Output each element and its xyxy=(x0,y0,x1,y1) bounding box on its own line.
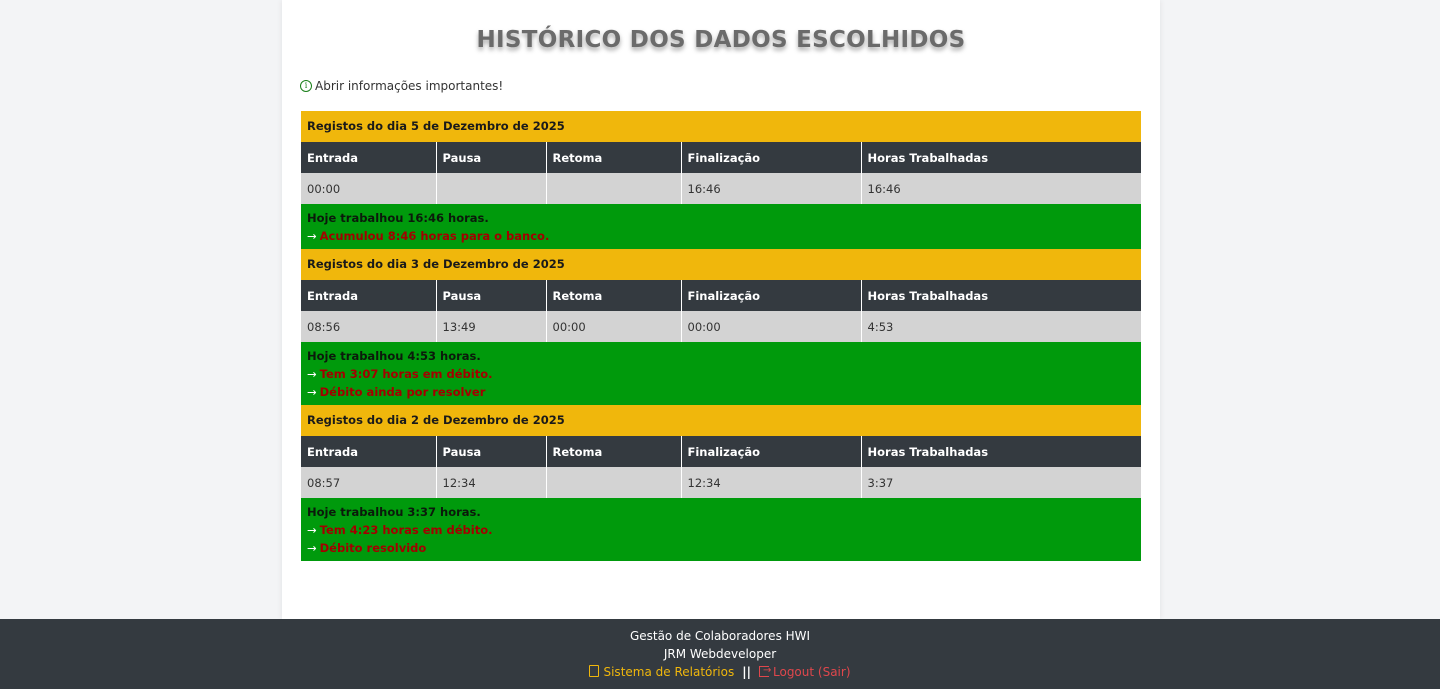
summary-note-text: Acumulou 8:46 horas para o banco. xyxy=(319,229,550,243)
footer-company: Gestão de Colaboradores HWI xyxy=(629,629,811,643)
summary-worked: Hoje trabalhou 16:46 horas. xyxy=(307,211,489,225)
document-icon xyxy=(589,665,599,677)
cell-retoma xyxy=(546,173,681,204)
summary-note-text: Débito ainda por resolver xyxy=(319,385,486,399)
cell-finalizacao: 16:46 xyxy=(681,173,861,204)
footer-links xyxy=(0,663,1440,681)
table-row xyxy=(301,173,1141,204)
table-header-row xyxy=(301,280,1141,311)
day-table xyxy=(301,280,1141,342)
cell-horas: 3:37 xyxy=(861,467,1141,498)
cell-retoma xyxy=(546,467,681,498)
arrow-icon: → xyxy=(307,385,317,399)
table-header-row xyxy=(301,436,1141,467)
arrow-icon: → xyxy=(307,541,317,555)
cell-horas: 4:53 xyxy=(861,311,1141,342)
summary-note xyxy=(307,365,1135,383)
logout-link-label: Logout (Sair) xyxy=(773,665,851,679)
column-header: Retoma xyxy=(546,142,681,173)
summary-note-text: Tem 3:07 horas em débito. xyxy=(319,367,493,381)
cell-finalizacao: 12:34 xyxy=(681,467,861,498)
day-block xyxy=(301,249,1141,405)
arrow-icon: → xyxy=(307,367,317,381)
column-header: Entrada xyxy=(301,280,436,311)
column-header: Finalização xyxy=(681,436,861,467)
cell-entrada: 00:00 xyxy=(301,173,436,204)
main-card xyxy=(282,0,1160,619)
day-summary xyxy=(301,342,1141,405)
cell-retoma: 00:00 xyxy=(546,311,681,342)
summary-note xyxy=(307,539,1135,557)
column-header: Horas Trabalhadas xyxy=(861,280,1141,311)
day-table xyxy=(301,142,1141,204)
day-header: Registos do dia 5 de Dezembro de 2025 xyxy=(301,111,1141,142)
arrow-icon: → xyxy=(307,523,317,537)
cell-entrada: 08:56 xyxy=(301,311,436,342)
column-header: Pausa xyxy=(436,142,546,173)
footer-separator: || xyxy=(742,665,751,679)
records-list xyxy=(301,111,1141,561)
reports-link-label: Sistema de Relatórios xyxy=(603,665,735,679)
info-link-label: Abrir informações importantes! xyxy=(315,79,504,93)
day-header: Registos do dia 3 de Dezembro de 2025 xyxy=(301,249,1141,280)
column-header: Pausa xyxy=(436,436,546,467)
cell-pausa xyxy=(436,173,546,204)
column-header: Entrada xyxy=(301,142,436,173)
day-summary xyxy=(301,498,1141,561)
column-header: Finalização xyxy=(681,142,861,173)
summary-note xyxy=(307,383,1135,401)
footer xyxy=(0,619,1440,689)
table-header-row xyxy=(301,142,1141,173)
footer-developer: JRM Webdeveloper xyxy=(663,647,777,661)
day-table xyxy=(301,436,1141,498)
column-header: Retoma xyxy=(546,280,681,311)
column-header: Pausa xyxy=(436,280,546,311)
day-block xyxy=(301,405,1141,561)
cell-horas: 16:46 xyxy=(861,173,1141,204)
column-header: Finalização xyxy=(681,280,861,311)
summary-note-text: Tem 4:23 horas em débito. xyxy=(319,523,493,537)
summary-note xyxy=(307,227,1135,245)
cell-finalizacao: 00:00 xyxy=(681,311,861,342)
logout-link[interactable] xyxy=(759,665,851,679)
cell-entrada: 08:57 xyxy=(301,467,436,498)
summary-worked: Hoje trabalhou 4:53 horas. xyxy=(307,349,481,363)
page-title: HISTÓRICO DOS DADOS ESCOLHIDOS xyxy=(476,27,966,53)
summary-note xyxy=(307,521,1135,539)
table-row xyxy=(301,467,1141,498)
summary-note-text: Débito resolvido xyxy=(319,541,427,555)
cell-pausa: 12:34 xyxy=(436,467,546,498)
column-header: Horas Trabalhadas xyxy=(861,436,1141,467)
day-summary xyxy=(301,204,1141,249)
arrow-icon: → xyxy=(307,229,317,243)
info-toggle-link[interactable] xyxy=(300,79,503,93)
table-row xyxy=(301,311,1141,342)
column-header: Retoma xyxy=(546,436,681,467)
column-header: Entrada xyxy=(301,436,436,467)
logout-icon xyxy=(759,666,769,677)
reports-link[interactable] xyxy=(589,665,734,679)
day-header: Registos do dia 2 de Dezembro de 2025 xyxy=(301,405,1141,436)
summary-worked: Hoje trabalhou 3:37 horas. xyxy=(307,505,481,519)
day-block xyxy=(301,111,1141,249)
cell-pausa: 13:49 xyxy=(436,311,546,342)
column-header: Horas Trabalhadas xyxy=(861,142,1141,173)
info-icon: i xyxy=(300,80,312,92)
